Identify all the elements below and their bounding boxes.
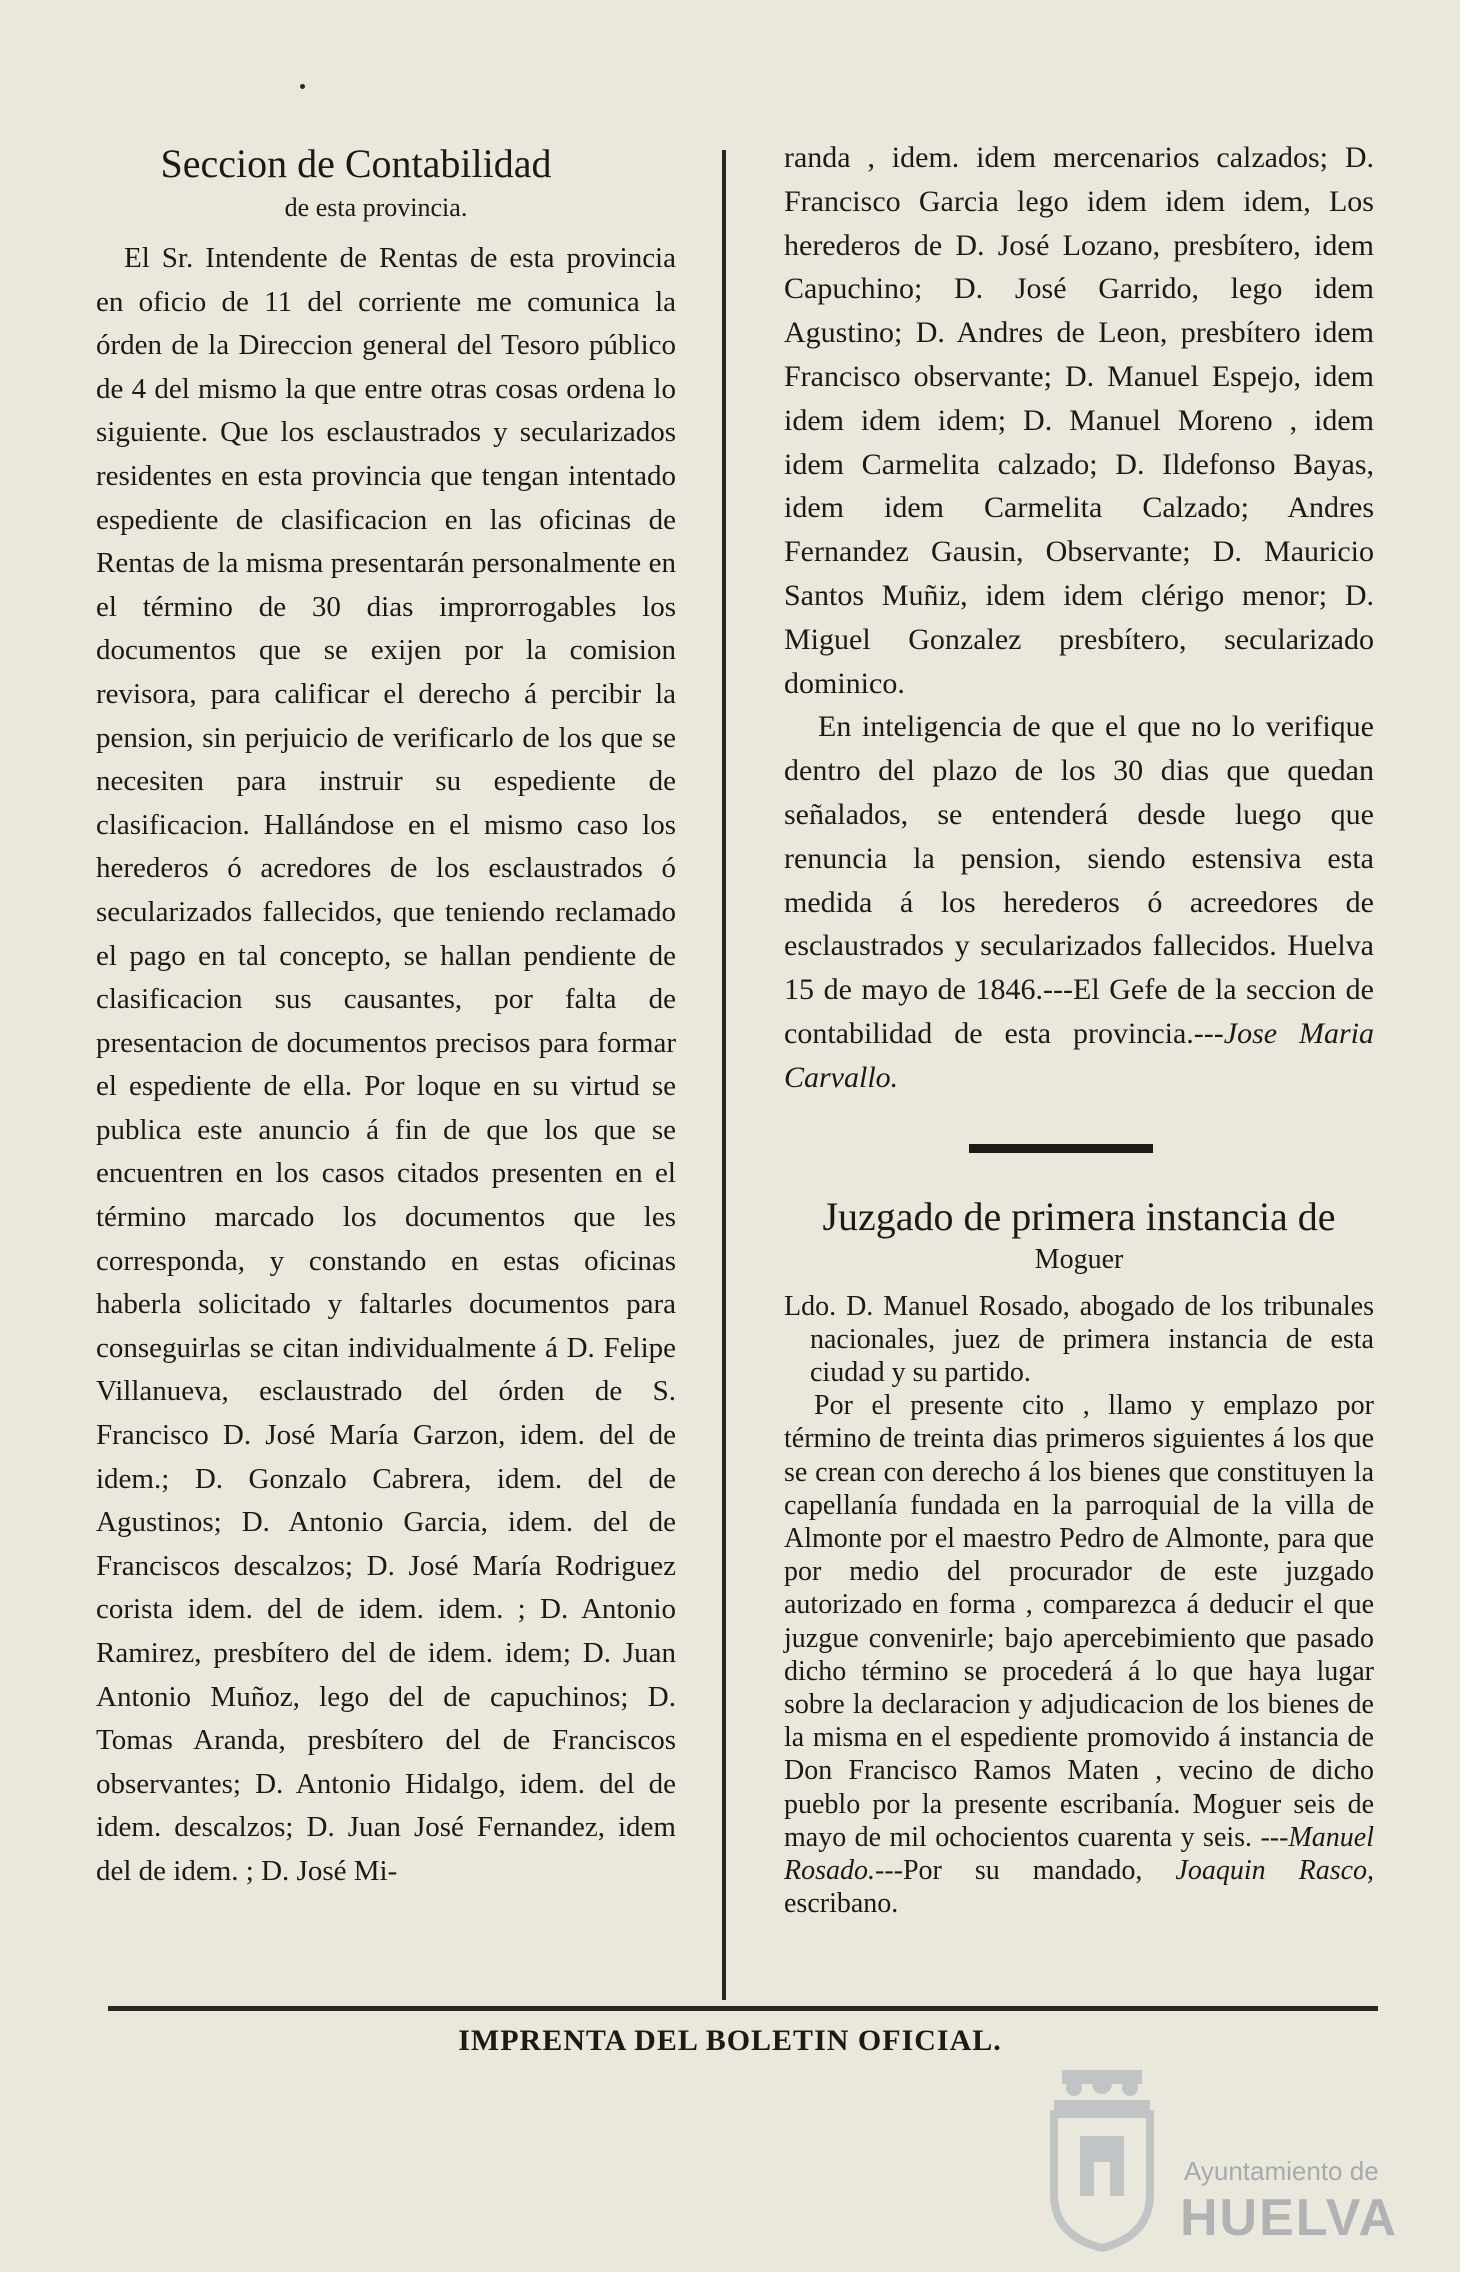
signature: Jose Maria Carvallo.: [784, 1016, 1374, 1094]
court-notice: [784, 1193, 1374, 1921]
court-title: Juzgado de primera instancia de: [822, 1193, 1336, 1239]
court-intro: Ldo. D. Manuel Rosado, abogado de los tribunales nacionales, juez de primera instancia de esta ciudad y su partido.: [784, 1290, 1374, 1388]
section-title: Seccion de Contabilidad: [160, 141, 552, 186]
section-closing: [784, 705, 1374, 1099]
court-body-text: Por el presente cito , llamo y emplazo por término de treinta dias primeros siguientes á los que se crean con derecho á los bienes que constituyen la capellanía fundada en la parroquial de la villa de Almonte por el maestro Pedro de Almonte, para que por medio del procurador de este juzgado autorizado en forma , comparezca á deducir el que juzgue convenirle; bajo apercebimiento que pasado dicho término se procederá á lo que haya lugar sobre la declaracion y adjudicacion de los bienes de la misma en el espediente promovido á instancia de Don Francisco Ramos Maten , vecino de dicho pueblo por la presente escribanía. Moguer seis de mayo de mil ochocientos cuarenta y seis.: [784, 1390, 1374, 1853]
court-body: [784, 1389, 1374, 1920]
section-subtitle: de esta provincia.: [284, 193, 468, 222]
court-subtitle: Moguer: [1034, 1243, 1124, 1275]
crest-watermark-icon: [1044, 2066, 1160, 2252]
court-signature-mid: ---Por su mandado,: [875, 1854, 1143, 1886]
right-column: [784, 136, 1374, 1920]
section-divider: [969, 1144, 1153, 1153]
column-divider: [722, 150, 726, 2000]
court-signature-judge: ---Manuel Rosado.: [784, 1821, 1374, 1886]
watermark-line-1: Ayuntamiento de: [1184, 2156, 1379, 2186]
closing-text: En inteligencia de que el que no lo verifique dentro del plazo de los 30 dias que quedan señalados, se entenderá desde luego que renuncia la pension, siendo estensiva esta medida á los herederos ó acreedores de esclaustrados y secularizados fallecidos. Huelva 15 de mayo de 1846.---El Gefe de la seccion de contabilidad de esta provincia.---: [784, 710, 1374, 1050]
section-body-continued: randa , idem. idem mercenarios calzados; D. Francisco Garcia lego idem idem idem, Los herederos de D. José Lozano, presbítero, idem Capuchino; D. José Garrido, lego idem Agustino; D. Andres de Leon, presbítero idem Francisco observante; D. Manuel Espejo, idem idem idem idem; D. Manuel Moreno , idem idem Carmelita calzado; D. Ildefonso Bayas, idem idem Carmelita Calzado; Andres Fernandez Gausin, Observante; D. Mauricio Santos Muñiz, idem idem clérigo menor; D. Miguel Gonzalez presbítero, secularizado dominico.: [784, 141, 1374, 700]
print-speck: [300, 84, 305, 89]
section-body: El Sr. Intendente de Rentas de esta provincia en oficio de 11 del corriente me comunica la órden de la Direccion general del Tesoro público de 4 del mismo la que entre otras cosas ordena lo siguiente. Que los esclaustrados y secularizados residentes en esta provincia que tengan intentado espediente de clasificacion en las oficinas de Rentas de la misma presentarán personalmente en el término de 30 dias improrrogables los documentos que se exijen por la comision revisora, para calificar el derecho á percibir la pension, sin perjuicio de verificarlo de los que se necesiten para instruir su espediente de clasificacion. Hallándose en el mismo caso los herederos ó acredores de los esclaustrados ó secularizados fallecidos, que teniendo reclamado el pago en tal concepto, se hallan pendiente de clasificacion sus causantes, por falta de presentacion de documentos precisos para formar el espediente de ella. Por loque en su virtud se publica este anuncio á fin de que los que se encuentren en los casos citados presenten en el término marcado los documentos que les corresponda, y constando en estas oficinas haberla solicitado y faltarles documentos para conseguirlas se citan individualmente á D. Felipe Villanueva, esclaustrado del órden de S. Francisco D. José María Garzon, idem. del de idem.; D. Gonzalo Cabrera, idem. del de Agustinos; D. Antonio Garcia, idem. del de Franciscos descalzos; D. José María Rodriguez corista idem. del de idem. idem. ; D. Antonio Ramirez, presbítero del de idem. idem; D. Juan Antonio Muñoz, lego del de capuchinos; D. Tomas Aranda, presbítero del de Franciscos observantes; D. Antonio Hidalgo, idem. del de idem. descalzos; D. Juan José Fernandez, idem del de idem. ; D. José Mi-: [96, 242, 676, 1887]
left-column: [96, 140, 676, 1894]
watermark-line-2: HUELVA: [1180, 2189, 1399, 2247]
court-signature-role: escribano.: [784, 1888, 899, 1920]
court-signature-clerk: Joaquin Rasco,: [1175, 1854, 1375, 1886]
bottom-rule: [108, 2006, 1378, 2011]
imprint: IMPRENTA DEL BOLETIN OFICIAL.: [458, 2024, 1002, 2057]
